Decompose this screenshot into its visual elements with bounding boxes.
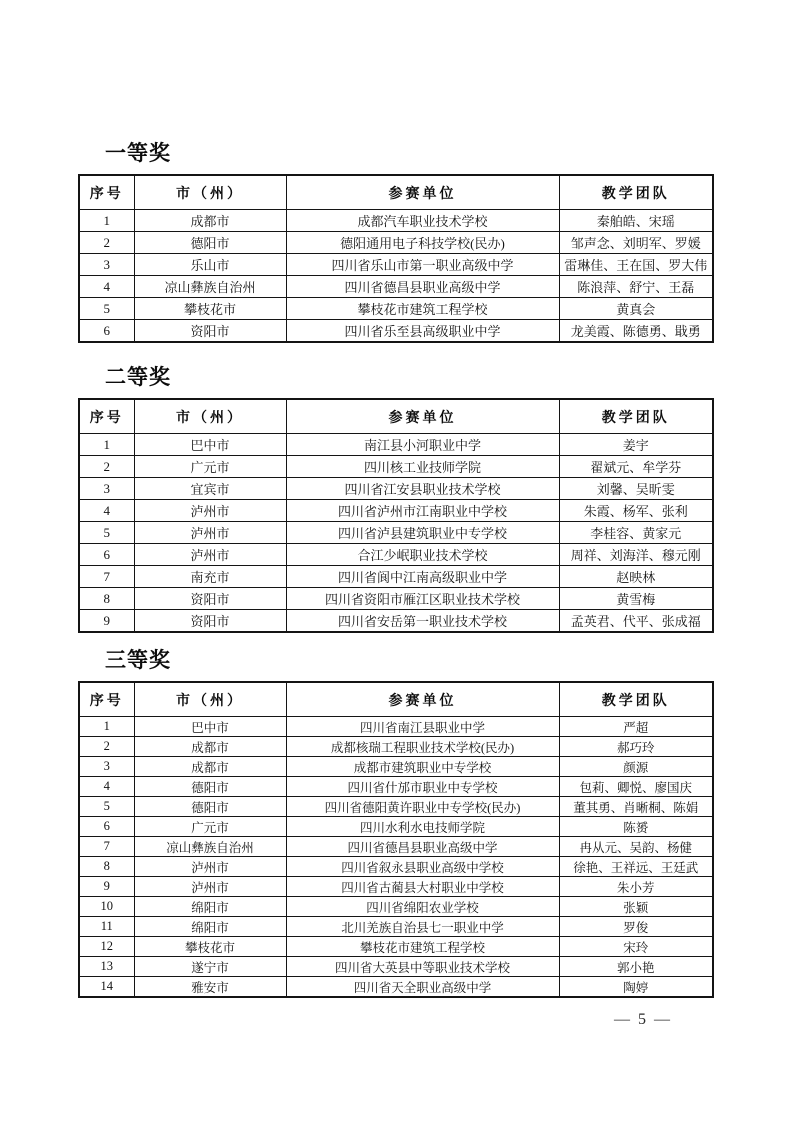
table-cell: 德阳通用电子科技学校(民办) [286,232,559,254]
table-cell: 5 [79,298,134,320]
column-header-city: 市（州） [134,399,286,434]
table-row [79,276,713,298]
table-cell: 广元市 [134,817,286,837]
table-cell: 巴中市 [134,717,286,737]
table-cell: 泸州市 [134,877,286,897]
table-cell: 雅安市 [134,977,286,998]
table-cell: 四川省德昌县职业高级中学 [286,837,559,857]
table-row [79,320,713,343]
column-header-city: 市（州） [134,682,286,717]
table-row [79,797,713,817]
table-row [79,566,713,588]
column-header-index: 序号 [79,682,134,717]
table-cell: 13 [79,957,134,977]
table-cell: 四川水利水电技师学院 [286,817,559,837]
table-cell: 周祥、刘海洋、穆元刚 [559,544,713,566]
awards-table-third-prize [78,681,714,998]
table-cell: 泸州市 [134,857,286,877]
table-row [79,857,713,877]
table-row [79,777,713,797]
table-cell: 四川省什邡市职业中专学校 [286,777,559,797]
table-cell: 资阳市 [134,588,286,610]
table-row [79,522,713,544]
table-cell: 颜源 [559,757,713,777]
table-cell: 凉山彝族自治州 [134,276,286,298]
table-cell: 四川省大英县中等职业技术学校 [286,957,559,977]
table-cell: 2 [79,232,134,254]
table-cell: 德阳市 [134,777,286,797]
section-title-first-prize: 一等奖 [105,141,171,165]
table-row [79,610,713,633]
table-cell: 7 [79,566,134,588]
table-cell: 绵阳市 [134,917,286,937]
column-header-city: 市（州） [134,175,286,210]
table-cell: 11 [79,917,134,937]
table-cell: 张颖 [559,897,713,917]
table-cell: 四川核工业技师学院 [286,456,559,478]
table-cell: 南江县小河职业中学 [286,434,559,456]
table-cell: 9 [79,877,134,897]
table-cell: 14 [79,977,134,998]
table-row [79,737,713,757]
table-cell: 成都汽车职业技术学校 [286,210,559,232]
table-cell: 郭小艳 [559,957,713,977]
table-cell: 成都市 [134,210,286,232]
table-cell: 成都市 [134,757,286,777]
table-cell: 2 [79,456,134,478]
table-cell: 巴中市 [134,434,286,456]
table-row [79,478,713,500]
table-cell: 8 [79,857,134,877]
prize-section-second [78,364,712,633]
table-cell: 包莉、卿悦、廖国庆 [559,777,713,797]
table-cell: 四川省叙永县职业高级中学校 [286,857,559,877]
table-row [79,434,713,456]
table-cell: 攀枝花市建筑工程学校 [286,937,559,957]
table-row [79,757,713,777]
table-cell: 泸州市 [134,500,286,522]
table-cell: 刘馨、吴昕雯 [559,478,713,500]
column-header-unit: 参赛单位 [286,399,559,434]
table-row [79,917,713,937]
table-cell: 四川省江安县职业技术学校 [286,478,559,500]
table-row [79,588,713,610]
table-cell: 四川省乐至县高级职业中学 [286,320,559,343]
table-cell: 四川省天全职业高级中学 [286,977,559,998]
table-cell: 攀枝花市 [134,298,286,320]
table-cell: 广元市 [134,456,286,478]
table-cell: 朱霞、杨军、张利 [559,500,713,522]
table-cell: 朱小芳 [559,877,713,897]
table-header-row [79,175,713,210]
table-cell: 1 [79,434,134,456]
section-title-second-prize: 二等奖 [105,365,171,389]
table-cell: 7 [79,837,134,857]
table-cell: 宜宾市 [134,478,286,500]
table-cell: 四川省南江县职业中学 [286,717,559,737]
table-cell: 四川省安岳第一职业技术学校 [286,610,559,633]
table-cell: 孟英君、代平、张成福 [559,610,713,633]
table-cell: 10 [79,897,134,917]
table-row [79,977,713,998]
table-cell: 4 [79,500,134,522]
table-cell: 4 [79,777,134,797]
table-cell: 攀枝花市建筑工程学校 [286,298,559,320]
table-cell: 乐山市 [134,254,286,276]
column-header-unit: 参赛单位 [286,175,559,210]
table-cell: 四川省德阳黄许职业中专学校(民办) [286,797,559,817]
table-cell: 4 [79,276,134,298]
column-header-index: 序号 [79,399,134,434]
column-header-unit: 参赛单位 [286,682,559,717]
table-cell: 攀枝花市 [134,937,286,957]
table-cell: 泸州市 [134,544,286,566]
table-cell: 9 [79,610,134,633]
table-cell: 1 [79,717,134,737]
table-cell: 成都市 [134,737,286,757]
table-cell: 陈浪萍、舒宁、王磊 [559,276,713,298]
table-cell: 1 [79,210,134,232]
table-header-row [79,399,713,434]
table-cell: 四川省泸州市江南职业中学校 [286,500,559,522]
table-cell: 罗俊 [559,917,713,937]
table-cell: 宋玲 [559,937,713,957]
table-cell: 6 [79,320,134,343]
column-header-team: 教学团队 [559,175,713,210]
table-row [79,817,713,837]
table-cell: 徐艳、王祥远、王廷武 [559,857,713,877]
table-cell: 四川省泸县建筑职业中专学校 [286,522,559,544]
table-row [79,897,713,917]
table-row [79,717,713,737]
table-cell: 赵映林 [559,566,713,588]
table-cell: 四川省绵阳农业学校 [286,897,559,917]
table-cell: 12 [79,937,134,957]
table-cell: 黄雪梅 [559,588,713,610]
table-cell: 冉从元、吴韵、杨健 [559,837,713,857]
table-row [79,500,713,522]
table-cell: 3 [79,254,134,276]
table-row [79,254,713,276]
table-cell: 8 [79,588,134,610]
table-cell: 郝巧玲 [559,737,713,757]
table-cell: 资阳市 [134,610,286,633]
table-cell: 雷琳佳、王在国、罗大伟 [559,254,713,276]
table-cell: 绵阳市 [134,897,286,917]
table-header-row [79,682,713,717]
table-cell: 龙美霞、陈德勇、戢勇 [559,320,713,343]
column-header-team: 教学团队 [559,682,713,717]
table-cell: 南充市 [134,566,286,588]
table-cell: 陈赟 [559,817,713,837]
table-cell: 四川省阆中江南高级职业中学 [286,566,559,588]
table-cell: 3 [79,757,134,777]
table-cell: 凉山彝族自治州 [134,837,286,857]
table-cell: 北川羌族自治县七一职业中学 [286,917,559,937]
awards-table-first-prize [78,174,714,343]
table-row [79,937,713,957]
table-cell: 6 [79,817,134,837]
table-cell: 翟斌元、牟学芬 [559,456,713,478]
table-cell: 李桂容、黄家元 [559,522,713,544]
table-cell: 成都核瑞工程职业技术学校(民办) [286,737,559,757]
table-row [79,877,713,897]
table-cell: 5 [79,522,134,544]
table-cell: 陶婷 [559,977,713,998]
prize-section-third [78,647,712,998]
table-cell: 董其勇、肖晰桐、陈娟 [559,797,713,817]
awards-table-second-prize [78,398,714,633]
table-cell: 姜宇 [559,434,713,456]
table-cell: 德阳市 [134,797,286,817]
table-cell: 6 [79,544,134,566]
table-row [79,210,713,232]
table-cell: 秦舶皓、宋瑶 [559,210,713,232]
table-cell: 5 [79,797,134,817]
table-cell: 严超 [559,717,713,737]
table-cell: 四川省资阳市雁江区职业技术学校 [286,588,559,610]
table-row [79,544,713,566]
table-cell: 合江少岷职业技术学校 [286,544,559,566]
table-row [79,957,713,977]
table-cell: 黄真会 [559,298,713,320]
table-cell: 四川省德昌县职业高级中学 [286,276,559,298]
table-cell: 泸州市 [134,522,286,544]
table-cell: 资阳市 [134,320,286,343]
table-cell: 邹声念、刘明军、罗媛 [559,232,713,254]
table-row [79,298,713,320]
table-cell: 3 [79,478,134,500]
table-cell: 德阳市 [134,232,286,254]
column-header-index: 序号 [79,175,134,210]
prize-section-first [78,140,712,343]
table-row [79,232,713,254]
table-cell: 2 [79,737,134,757]
section-title-third-prize: 三等奖 [105,648,171,672]
table-cell: 成都市建筑职业中专学校 [286,757,559,777]
table-cell: 四川省乐山市第一职业高级中学 [286,254,559,276]
table-cell: 遂宁市 [134,957,286,977]
column-header-team: 教学团队 [559,399,713,434]
table-row [79,837,713,857]
table-row [79,456,713,478]
table-cell: 四川省古蔺县大村职业中学校 [286,877,559,897]
page-number: — 5 — [614,1011,672,1028]
